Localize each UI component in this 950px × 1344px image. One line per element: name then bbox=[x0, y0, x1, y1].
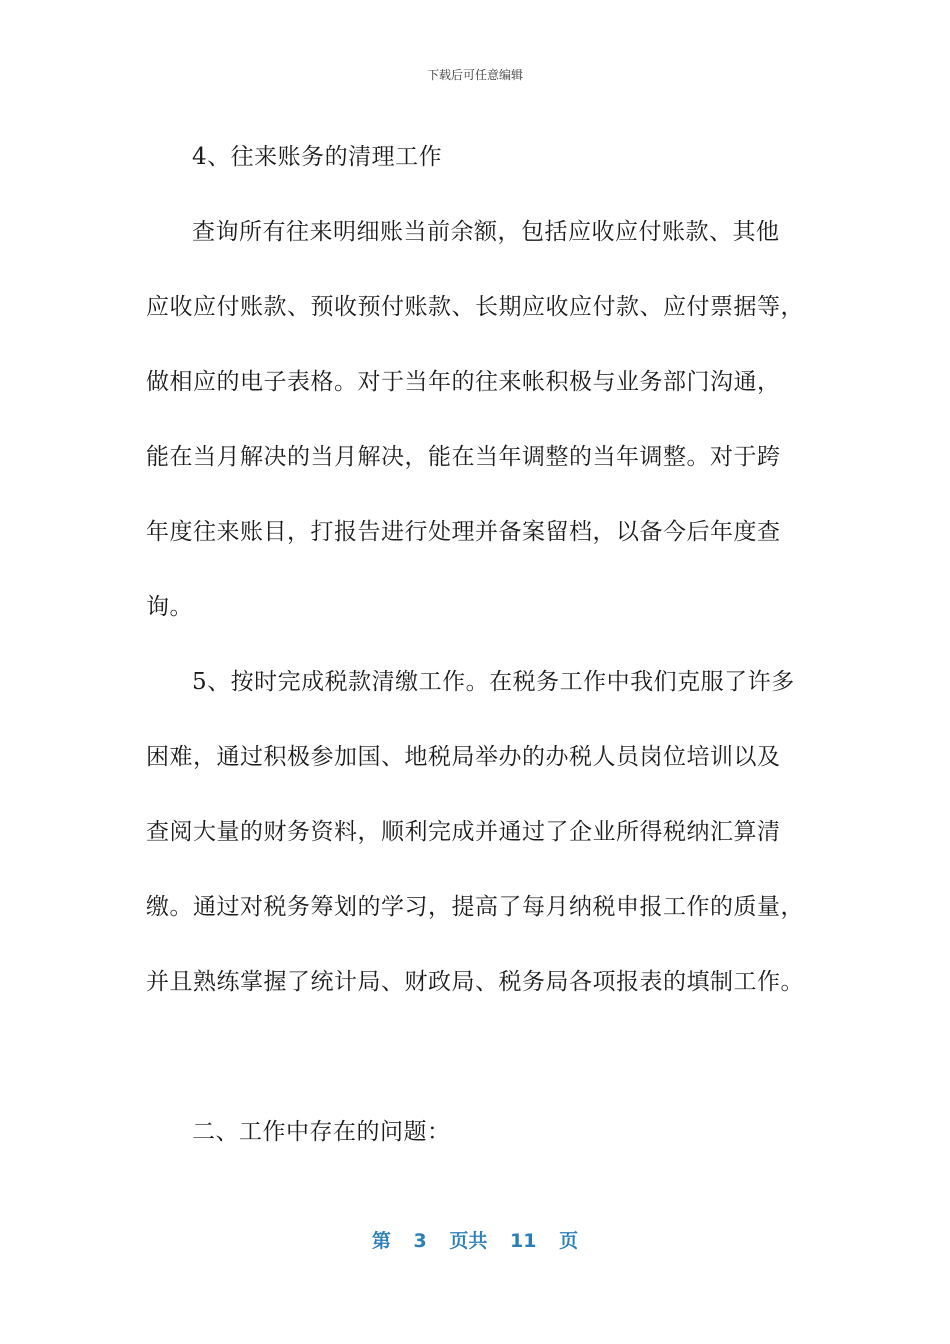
paragraph-line: 询。 bbox=[146, 594, 193, 620]
paragraph-line: 5、按时完成税款清缴工作。在税务工作中我们克服了许多 bbox=[192, 669, 795, 695]
paragraph-line: 并且熟练掌握了统计局、财政局、税务局各项报表的填制工作。 bbox=[146, 969, 804, 995]
footer-total-pages: 11 bbox=[510, 1230, 537, 1252]
paragraph-line: 能在当月解决的当月解决，能在当年调整的当年调整。对于跨 bbox=[146, 444, 781, 470]
footer-middle: 页共 bbox=[449, 1230, 488, 1252]
page-footer bbox=[0, 1226, 950, 1253]
footer-prefix: 第 bbox=[371, 1230, 391, 1252]
paragraph-line: 缴。通过对税务筹划的学习，提高了每月纳税申报工作的质量， bbox=[146, 894, 804, 920]
paragraph-line: 查阅大量的财务资料，顺利完成并通过了企业所得税纳汇算清 bbox=[146, 819, 781, 845]
section-heading-2: 二、工作中存在的问题： bbox=[192, 1119, 451, 1145]
page-header: 下载后可任意编辑 bbox=[426, 68, 523, 82]
paragraph-line: 查询所有往来明细账当前余额，包括应收应付账款、其他 bbox=[192, 219, 780, 245]
footer-page-number: 3 bbox=[413, 1230, 427, 1252]
paragraph-line: 应收应付账款、预收预付账款、长期应收应付款、应付票据等， bbox=[146, 294, 804, 320]
document-body bbox=[146, 120, 806, 1170]
footer-suffix: 页 bbox=[559, 1230, 579, 1252]
section-heading-4: 4、往来账务的清理工作 bbox=[192, 144, 443, 170]
paragraph-line: 困难，通过积极参加国、地税局举办的办税人员岗位培训以及 bbox=[146, 744, 781, 770]
paragraph-line: 年度往来账目，打报告进行处理并备案留档，以备今后年度查 bbox=[146, 519, 781, 545]
paragraph-line: 做相应的电子表格。对于当年的往来帐积极与业务部门沟通， bbox=[146, 369, 781, 395]
paragraph-gap bbox=[146, 1020, 806, 1095]
